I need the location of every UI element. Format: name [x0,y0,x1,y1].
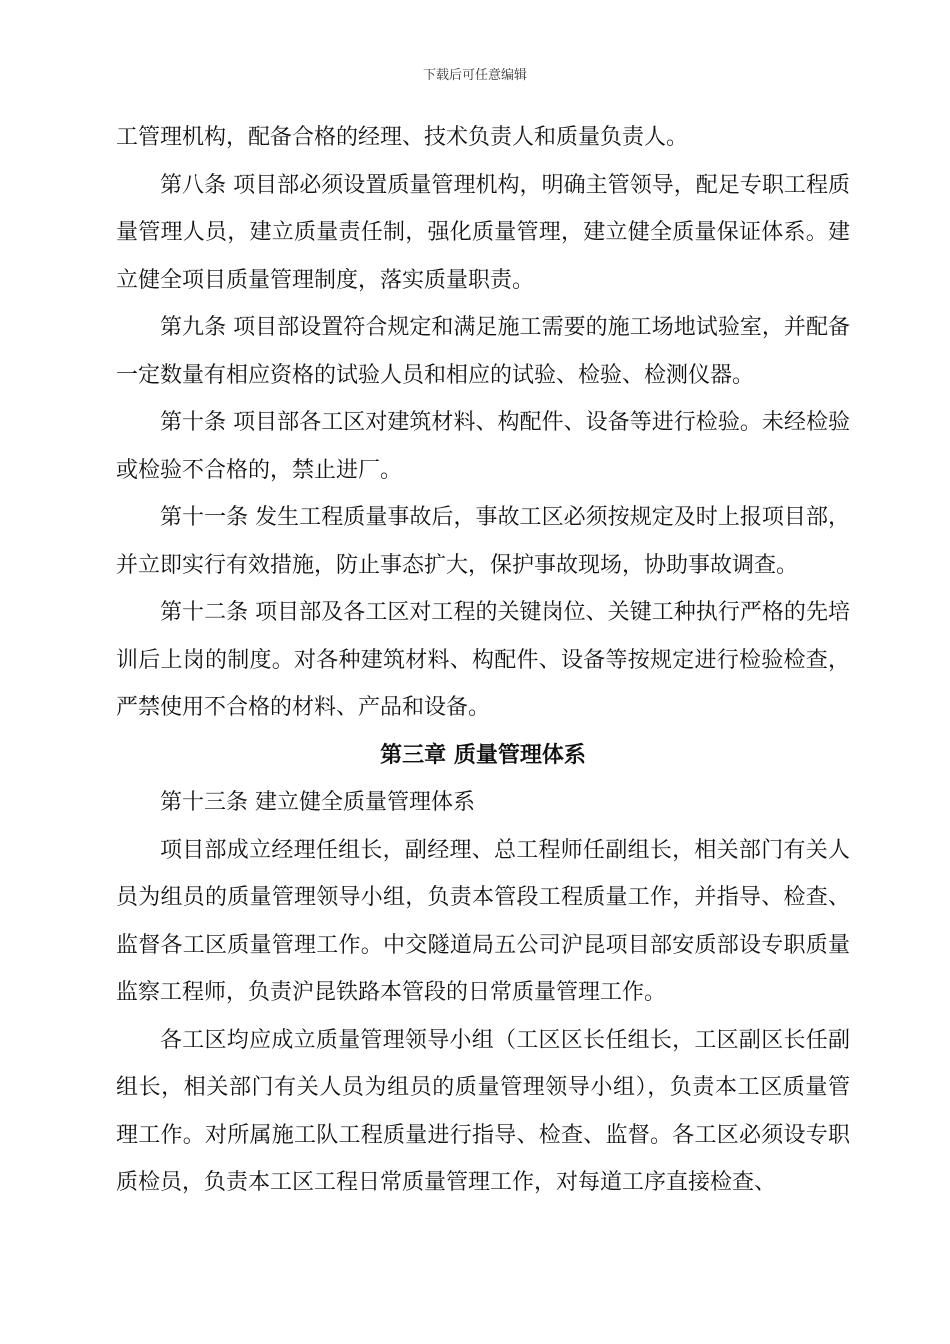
paragraph-continuation: 工管理机构，配备合格的经理、技术负责人和质量负责人。 [116,125,689,150]
article-10: 第十条 项目部各工区对建筑材料、构配件、设备等进行检验。未经检验或检验不合格的，禁止进厂。 [116,410,850,483]
article-9: 第九条 项目部设置符合规定和满足施工需要的施工场地试验室，并配备一定数量有相应资格的试验人员和相应的试验、检验、检测仪器。 [116,315,850,388]
article-11: 第十一条 发生工程质量事故后，事故工区必须按规定及时上报项目部，并立即实行有效措施，防止事态扩大，保护事故现场，协助事故调查。 [116,505,850,578]
article-8: 第八条 项目部必须设置质量管理机构，明确主管领导，配足专职工程质量管理人员，建立质量责任制，强化质量管理，建立健全质量保证体系。建立健全项目质量管理制度，落实质量职责。 [116,172,850,293]
article-13-body-1: 项目部成立经理任组长，副经理、总工程师任副组长，相关部门有关人员为组员的质量管理领导小组，负责本管段工程质量工作，并指导、检查、监督各工区质量管理工作。中交隧道局五公司沪昆项目部安质部设专职质量监察工程师，负责沪昆铁路本管段的日常质量管理工作。 [116,837,850,1005]
page-header: 下载后可任意编辑 [422,68,527,83]
document-body [116,114,850,1207]
article-13-body-2: 各工区均应成立质量管理领导小组（工区区长任组长，工区副区长任副组长，相关部门有关人员为组员的质量管理领导小组），负责本工区质量管理工作。对所属施工队工程质量进行指导、检查、监督。各工区必须设专职质检员，负责本工区工程日常质量管理工作，对每道工序直接检查、 [116,1027,850,1195]
article-13: 第十三条 建立健全质量管理体系 [160,790,475,815]
chapter-title: 第三章 质量管理体系 [380,741,586,768]
article-12: 第十二条 项目部及各工区对工程的关键岗位、关键工种执行严格的先培训后上岗的制度。对各种建筑材料、构配件、设备等按规定进行检验检查，严禁使用不合格的材料、产品和设备。 [116,600,850,720]
